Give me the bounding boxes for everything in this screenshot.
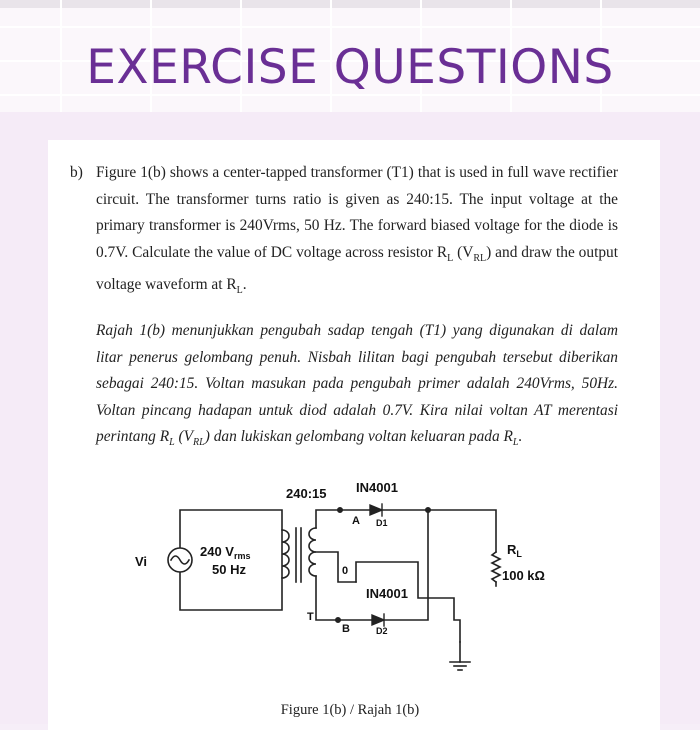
- d1-label: D1: [376, 518, 388, 528]
- diode-bottom-part-label: IN4001: [366, 586, 408, 601]
- resistor-name-label: $R_L$: [507, 542, 522, 559]
- center-tap-label: 0: [342, 565, 349, 577]
- secondary-coil: [309, 528, 316, 576]
- primary-coil: [282, 530, 289, 578]
- diode-d2-icon: [372, 615, 384, 625]
- center-tap-lead: [316, 552, 356, 582]
- load-resistor: [492, 552, 500, 582]
- output-wire-top: [428, 510, 496, 552]
- resistor-value-label: 100 kΩ: [502, 568, 545, 583]
- question-text-ms: Rajah 1(b) menunjukkan pengubah sadap tengah (T1) yang digunakan di dalam litar penerus gelombang penuh. Nisbah lilitan bagi pengubah tersebut diberikan sebagai 240:15. Voltan masukan pada pengubah primer adalah 240Vrms, 50Hz. Voltan pincang hadapan untuk diod adalah 0.7V. Kira nilai voltan AT merentasi perintang $R_L$ $(V_{RL})$ dan lukiskan gelombang voltan keluaran pada $R_L$.: [96, 322, 618, 449]
- question-english: [70, 160, 618, 305]
- ground-rail-left: [356, 562, 460, 642]
- top-bar: [0, 0, 700, 8]
- figure-caption: Figure 1(b) / Rajah 1(b): [280, 702, 420, 718]
- source-label: Vi: [135, 554, 148, 569]
- node-b-label: B: [342, 623, 350, 635]
- source-frequency-label: 50 Hz: [212, 562, 246, 577]
- grid-line: [0, 26, 700, 28]
- node-t-label: T: [307, 611, 314, 623]
- diode-top-part-label: IN4001: [356, 480, 398, 495]
- header-banner: [0, 0, 700, 112]
- question-text-en: Figure 1(b) shows a center-tapped transformer (T1) that is used in full wave rectifier circuit. The transformer turns ratio is given as 240:15. The input voltage at the primary transformer is 240Vrms, 50 Hz. The forward biased voltage for the diode is 0.7V. Calculate the value of DC voltage across resistor $R_L$ $(V_{RL})$ and draw the output voltage waveform at $R_L$.: [96, 164, 619, 297]
- source-voltage-label: 240 $V_{rms}$: [200, 544, 251, 561]
- question-malay: [70, 318, 618, 457]
- circuit-diagram: [130, 470, 590, 698]
- diode-d1-icon: [370, 505, 382, 515]
- turns-ratio-label: 240:15: [286, 486, 327, 501]
- primary-wire: [180, 510, 282, 610]
- page-title: EXERCISE QUESTIONS: [86, 40, 614, 95]
- secondary-bottom-lead: [316, 576, 338, 620]
- secondary-top-lead: [316, 510, 340, 528]
- d2-label: D2: [376, 626, 388, 636]
- question-label: b): [70, 164, 83, 181]
- node-a-label: A: [352, 515, 360, 527]
